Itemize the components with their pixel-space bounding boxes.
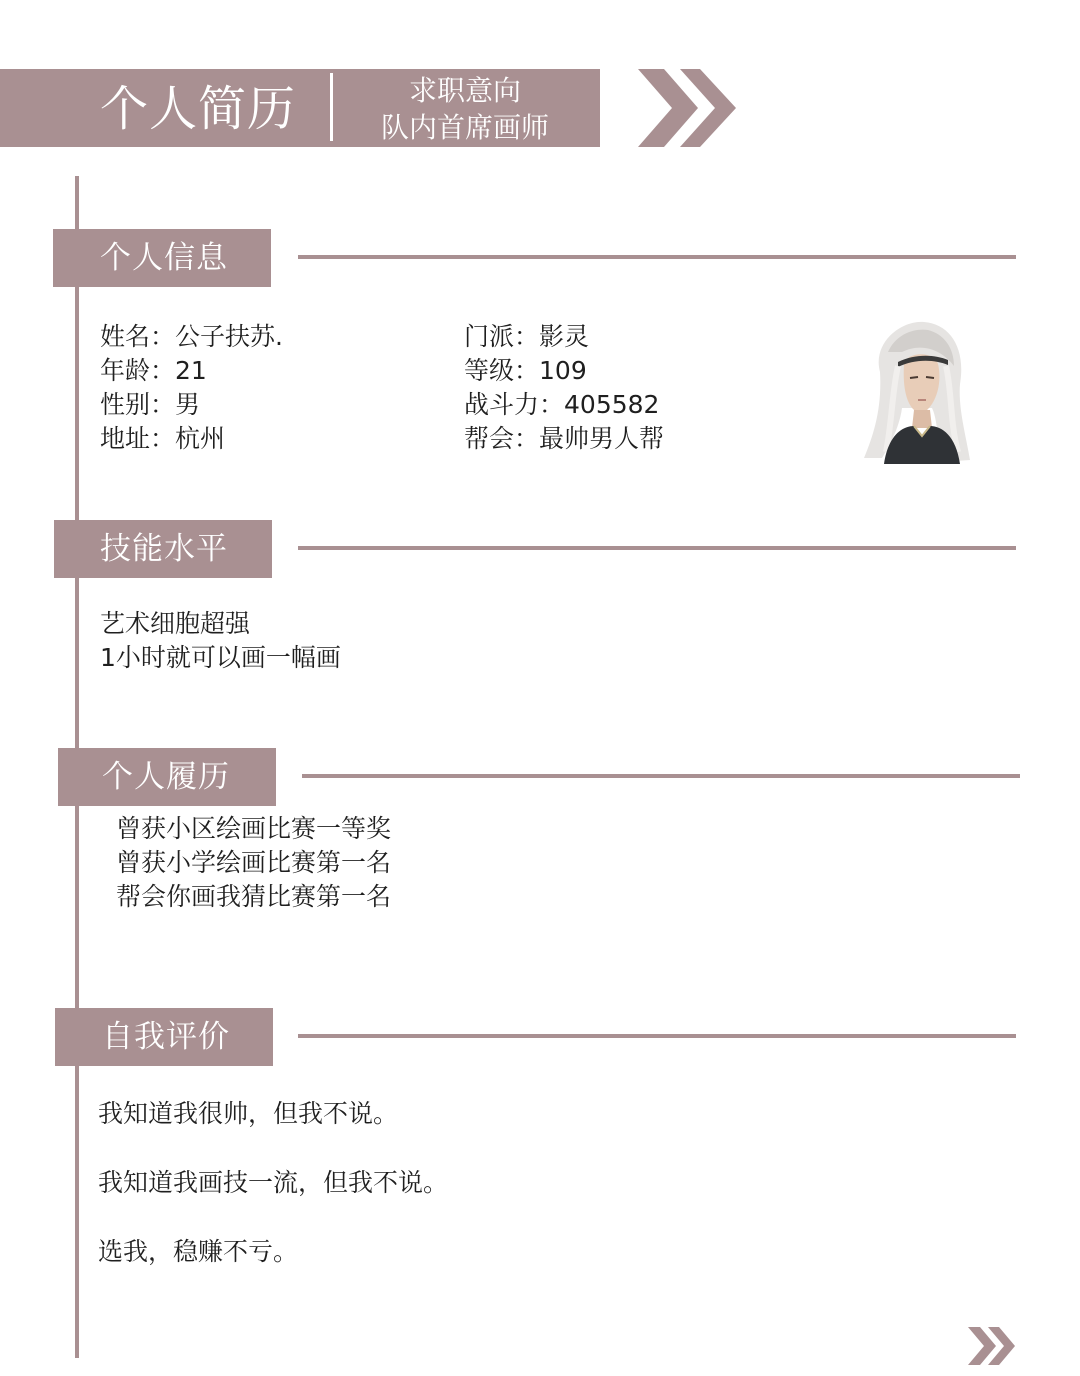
info-label: 性别： <box>100 390 176 419</box>
info-row-guild <box>464 422 664 456</box>
section-rule <box>302 774 1020 778</box>
experience-line: 曾获小区绘画比赛一等奖 <box>116 814 392 843</box>
section-rule <box>298 255 1016 259</box>
info-label: 战斗力： <box>464 390 565 419</box>
section-rule <box>298 1034 1016 1038</box>
info-value: 405582 <box>564 390 660 419</box>
info-label: 帮会： <box>464 424 540 453</box>
info-row-name <box>100 320 283 354</box>
skill-line: 1小时就可以画一幅画 <box>100 643 341 672</box>
double-chevron-right-icon <box>638 69 740 147</box>
info-value: 杭州 <box>175 424 226 453</box>
section-title-personal-info: 个人信息 <box>100 240 228 276</box>
self-eval-line: 选我，稳赚不亏。 <box>98 1237 299 1266</box>
info-value: 男 <box>175 390 201 419</box>
section-title-experience: 个人履历 <box>102 759 230 795</box>
section-rule <box>298 546 1016 550</box>
job-intent-label: 求职意向 <box>408 74 521 107</box>
info-value: 最帅男人帮 <box>539 424 665 453</box>
experience-content <box>116 812 391 914</box>
info-label: 年龄： <box>100 356 176 385</box>
resume-title: 个人简历 <box>100 81 297 137</box>
self-eval-line: 我知道我很帅，但我不说。 <box>98 1099 399 1128</box>
info-value: 公子扶苏. <box>175 322 283 351</box>
skill-line: 艺术细胞超强 <box>100 609 251 638</box>
double-chevron-right-icon <box>968 1327 1016 1365</box>
section-title-self-evaluation: 自我评价 <box>102 1019 230 1055</box>
info-value: 21 <box>175 356 207 385</box>
info-value: 109 <box>539 356 587 385</box>
experience-line: 曾获小学绘画比赛第一名 <box>116 848 392 877</box>
info-row-power <box>464 388 664 422</box>
self-eval-line: 我知道我画技一流，但我不说。 <box>98 1168 449 1197</box>
info-label: 等级： <box>464 356 540 385</box>
info-row-gender <box>100 388 283 422</box>
info-label: 地址： <box>100 424 176 453</box>
section-title-skills: 技能水平 <box>100 531 228 567</box>
personal-info-right <box>464 320 664 456</box>
info-row-address <box>100 422 283 456</box>
info-label: 门派： <box>464 322 540 351</box>
personal-info-left <box>100 320 283 456</box>
job-intent-value: 队内首席画师 <box>380 111 549 144</box>
avatar-portrait-icon <box>862 312 972 464</box>
experience-line: 帮会你画我猜比赛第一名 <box>116 882 392 911</box>
info-row-sect <box>464 320 664 354</box>
info-row-level <box>464 354 664 388</box>
info-row-age <box>100 354 283 388</box>
info-value: 影灵 <box>539 322 590 351</box>
header-divider <box>330 73 333 141</box>
skills-content <box>100 607 341 675</box>
info-label: 姓名： <box>100 322 176 351</box>
